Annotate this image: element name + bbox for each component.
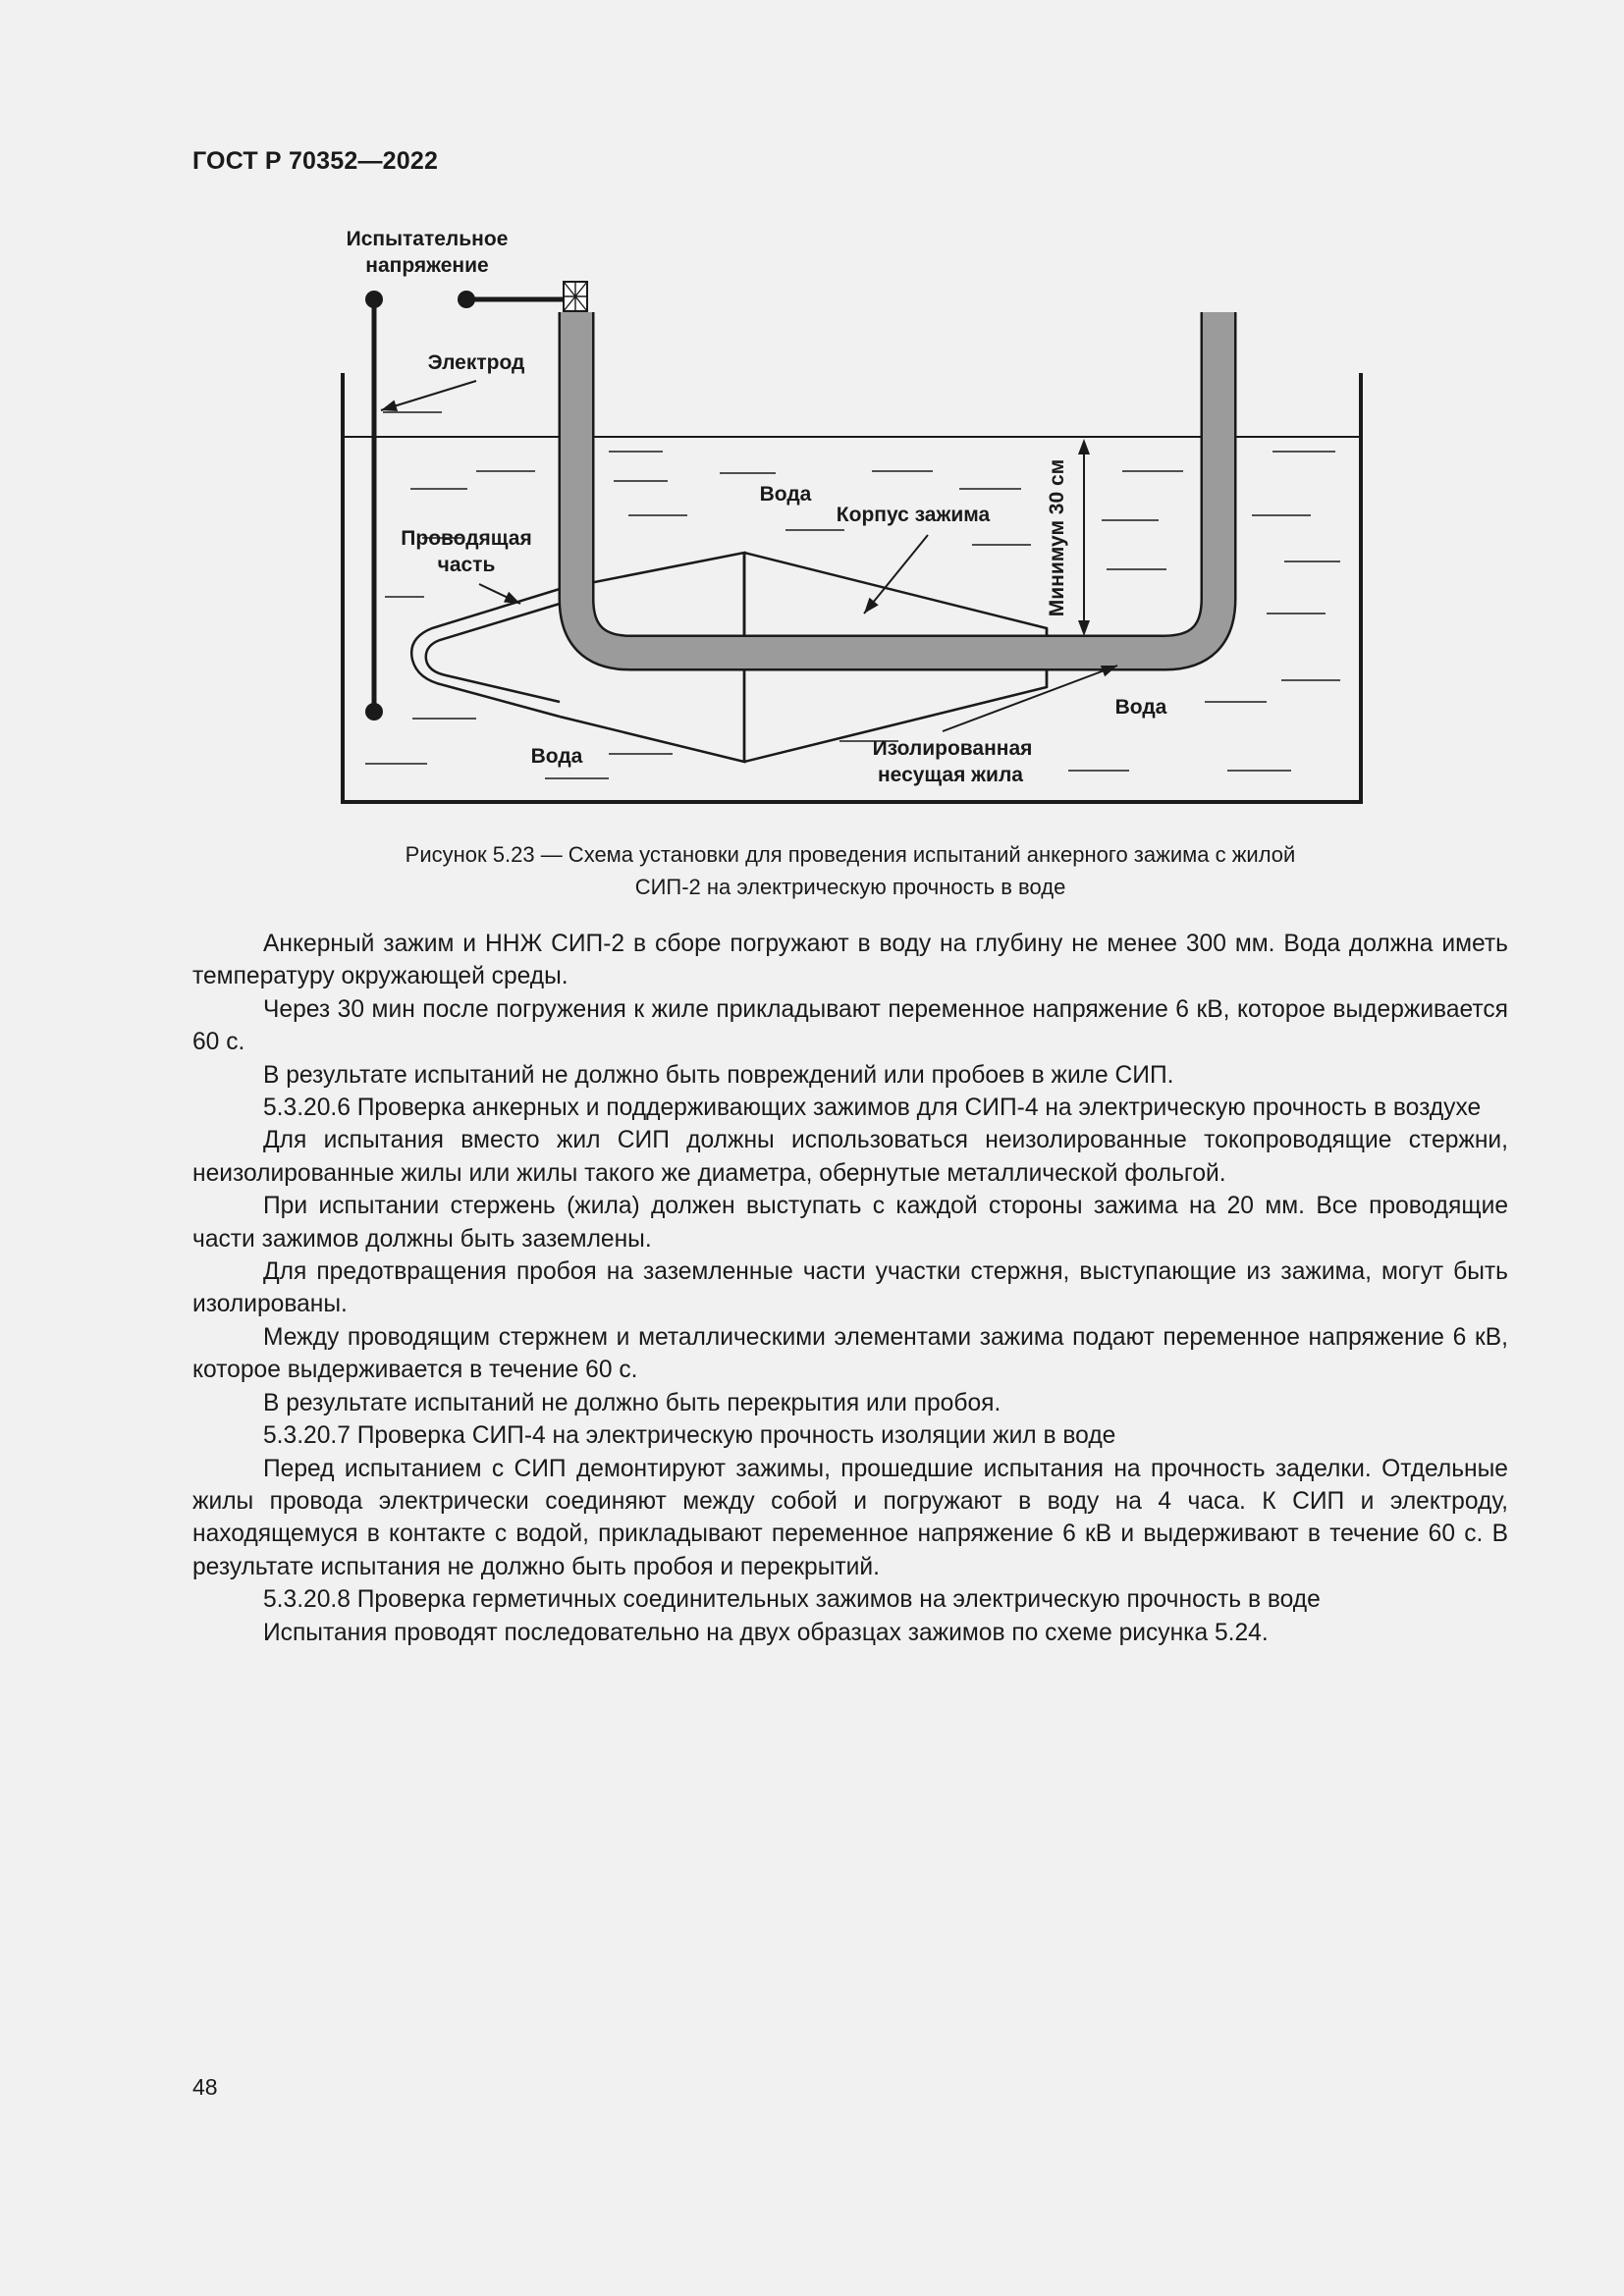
insulated-core-leader-head: [1101, 666, 1117, 676]
figure-caption: [192, 838, 1508, 903]
electrode-bottom-terminal: [365, 703, 383, 721]
conductor-cap-hatch: [564, 282, 587, 311]
label-water-top: Вода: [759, 483, 812, 506]
electrode-leader-head: [381, 400, 398, 411]
label-water-right: Вода: [1114, 696, 1167, 719]
paragraph: Перед испытанием с СИП демонтируют зажимы, прошедшие испытания на прочность заделки. Отдельные жилы провода электрически соединяют между собой и погружают в воду на 4 часа. К СИП и электроду, находящемуся в контакте с водой, прикладывают переменное напряжение 6 кВ и выдерживают в течение 60 с. В результате испытания не должно быть пробоя и перекрытий.: [192, 1455, 1508, 1580]
insulated-core-leader-line: [943, 666, 1117, 731]
test-setup-diagram: [0, 0, 1624, 825]
label-clamp-body: Корпус зажима: [836, 504, 991, 526]
label-test-voltage-2: напряжение: [365, 254, 489, 277]
label-water-bottom: Вода: [530, 745, 583, 768]
label-insulated-core-2: несущая жила: [877, 764, 1024, 786]
paragraph: В результате испытаний не должно быть перекрытия или пробоя.: [263, 1389, 1001, 1416]
label-conductive-part-2: часть: [437, 554, 496, 576]
section-heading-5-3-20-6: 5.3.20.6 Проверка анкерных и поддерживающих зажимов для СИП-4 на электрическую прочность в воздухе: [263, 1095, 1482, 1122]
insulated-carrier-core-outline: [576, 312, 1218, 653]
document-header: ГОСТ Р 70352—2022: [192, 147, 439, 175]
paragraph: При испытании стержень (жила) должен выступать с каждой стороны зажима на 20 мм. Все проводящие части зажимов должны быть заземлены.: [192, 1193, 1508, 1253]
paragraph: Для испытания вместо жил СИП должны использоваться неизолированные токопроводящие стержни, неизолированные жилы или жилы такого же диаметра, обернутые металлической фольгой.: [192, 1127, 1508, 1187]
caption-line-2: СИП-2 на электрическую прочность в воде: [634, 875, 1066, 899]
paragraph: Анкерный зажим и ННЖ СИП-2 в сборе погружают в воду на глубину не менее 300 мм. Вода должна иметь температуру окружающей среды.: [192, 931, 1508, 990]
paragraph: Между проводящим стержнем и металлическими элементами зажима подают переменное напряжение 6 кВ, которое выдерживается в течение 60 с.: [192, 1323, 1508, 1384]
depth-arrow-top: [1078, 439, 1090, 454]
body-text: [192, 928, 1508, 1649]
paragraph: Испытания проводят последовательно на двух образцах зажимов по схеме рисунка 5.24.: [263, 1619, 1269, 1646]
section-heading-5-3-20-8: 5.3.20.8 Проверка герметичных соединительных зажимов на электрическую прочность в воде: [263, 1586, 1321, 1614]
insulated-carrier-core: [576, 312, 1218, 653]
label-minimum-depth: Минимум 30 см: [1046, 458, 1068, 617]
paragraph: Через 30 мин после погружения к жиле прикладывают переменное напряжение 6 кВ, которое выдерживается 60 с.: [192, 995, 1508, 1056]
section-heading-5-3-20-7: 5.3.20.7 Проверка СИП-4 на электрическую прочность изоляции жил в воде: [263, 1422, 1116, 1450]
label-conductive-part-1: Проводящая: [401, 527, 532, 550]
conductive-part-leader-head: [504, 592, 520, 604]
depth-arrow-bottom: [1078, 620, 1090, 636]
figure-5-23: [0, 0, 1624, 825]
paragraph: Для предотвращения пробоя на заземленные части участки стержня, выступающие из зажима, могут быть изолированы.: [192, 1258, 1508, 1318]
label-test-voltage-1: Испытательное: [346, 228, 509, 250]
page-number: 48: [192, 2074, 218, 2100]
conductive-part-inner: [426, 604, 560, 702]
caption-line-1: Рисунок 5.23 — Схема установки для проведения испытаний анкерного зажима с жилой: [405, 842, 1296, 867]
paragraph: В результате испытаний не должно быть повреждений или пробоев в жиле СИП.: [263, 1061, 1174, 1089]
electrode-top-terminal: [365, 291, 383, 308]
label-insulated-core-1: Изолированная: [872, 737, 1033, 760]
clamp-body-leader-head: [864, 598, 879, 614]
label-electrode: Электрод: [427, 351, 525, 374]
